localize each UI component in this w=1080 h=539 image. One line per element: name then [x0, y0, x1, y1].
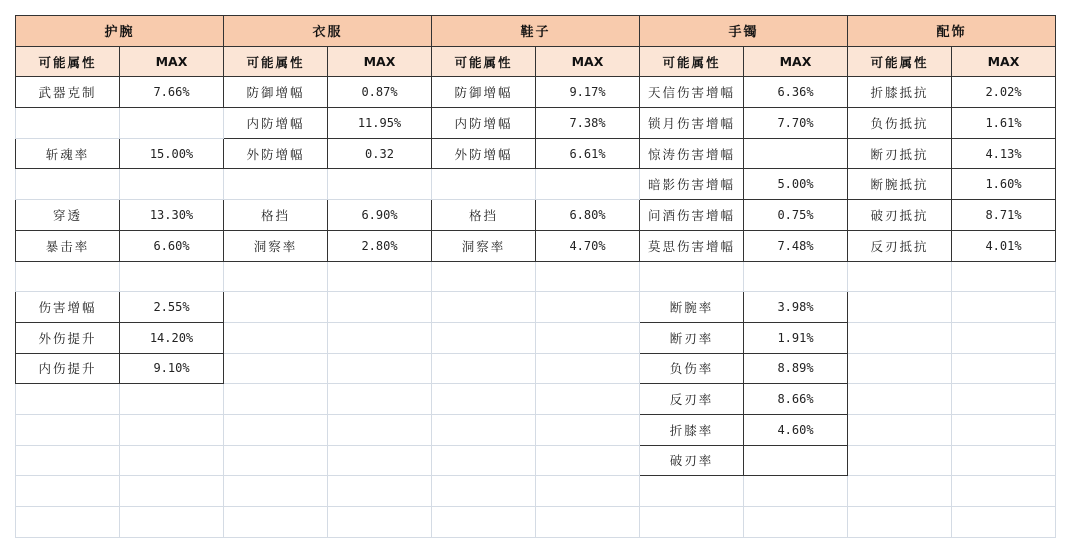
extra-bracelet-attr[interactable]: 破刃率 — [640, 445, 744, 476]
extra-bracelet-attr[interactable]: 负伤率 — [640, 353, 744, 384]
data-row — [16, 230, 1056, 261]
empty-cell[interactable] — [536, 445, 640, 476]
attr-cell[interactable]: 反刃抵抗 — [848, 230, 952, 261]
max-cell[interactable]: 11.95% — [328, 108, 432, 139]
subheader-attr-accessory[interactable]: 可能属性 — [848, 46, 952, 77]
header-clothes[interactable]: 衣服 — [224, 16, 432, 47]
empty-cell[interactable] — [328, 384, 432, 415]
attr-cell[interactable]: 断刃抵抗 — [848, 138, 952, 169]
empty-cell[interactable] — [952, 261, 1056, 292]
empty-cell[interactable] — [848, 292, 952, 323]
empty-cell[interactable] — [536, 322, 640, 353]
empty-cell[interactable] — [120, 476, 224, 507]
extra-left-attr[interactable]: 伤害增幅 — [16, 292, 120, 323]
extra-row — [16, 507, 1056, 538]
max-cell[interactable]: 7.70% — [744, 108, 848, 139]
max-cell[interactable]: 9.17% — [536, 77, 640, 108]
attr-cell[interactable]: 暗影伤害增幅 — [640, 169, 744, 200]
extra-bracelet-value[interactable]: 8.66% — [744, 384, 848, 415]
max-cell[interactable]: 6.80% — [536, 200, 640, 231]
empty-cell[interactable] — [224, 353, 328, 384]
empty-cell[interactable] — [640, 507, 744, 538]
empty-cell[interactable] — [120, 261, 224, 292]
extra-bracelet-attr[interactable]: 断腕率 — [640, 292, 744, 323]
empty-cell[interactable] — [848, 476, 952, 507]
empty-cell[interactable] — [536, 261, 640, 292]
max-cell[interactable]: 7.48% — [744, 230, 848, 261]
subheader-max-accessory[interactable]: MAX — [952, 46, 1056, 77]
empty-cell[interactable] — [952, 445, 1056, 476]
max-cell[interactable]: 15.00% — [120, 138, 224, 169]
empty-cell[interactable] — [16, 384, 120, 415]
max-cell[interactable]: 6.60% — [120, 230, 224, 261]
empty-cell[interactable] — [16, 476, 120, 507]
empty-cell[interactable] — [328, 292, 432, 323]
max-cell[interactable]: 0.32 — [328, 138, 432, 169]
max-cell[interactable]: 6.36% — [744, 77, 848, 108]
subheader-attr-shoes[interactable]: 可能属性 — [432, 46, 536, 77]
attr-cell[interactable]: 外防增幅 — [224, 138, 328, 169]
extra-row — [16, 445, 1056, 476]
data-row — [16, 138, 1056, 169]
attr-cell[interactable]: 折膝抵抗 — [848, 77, 952, 108]
max-cell[interactable] — [120, 169, 224, 200]
empty-cell[interactable] — [432, 476, 536, 507]
subheader-max-clothes[interactable]: MAX — [328, 46, 432, 77]
empty-cell[interactable] — [952, 476, 1056, 507]
extra-row — [16, 414, 1056, 445]
extra-bracelet-attr[interactable]: 断刃率 — [640, 322, 744, 353]
empty-cell[interactable] — [224, 292, 328, 323]
max-cell[interactable]: 4.70% — [536, 230, 640, 261]
empty-cell[interactable] — [16, 261, 120, 292]
empty-cell[interactable] — [848, 353, 952, 384]
empty-cell[interactable] — [432, 292, 536, 323]
extra-bracelet-attr[interactable]: 反刃率 — [640, 384, 744, 415]
max-cell[interactable]: 6.90% — [328, 200, 432, 231]
extra-row — [16, 476, 1056, 507]
attr-cell[interactable]: 天信伤害增幅 — [640, 77, 744, 108]
empty-cell[interactable] — [432, 507, 536, 538]
empty-cell[interactable] — [640, 476, 744, 507]
max-cell[interactable]: 2.80% — [328, 230, 432, 261]
empty-cell[interactable] — [432, 322, 536, 353]
extra-left-attr[interactable]: 内伤提升 — [16, 353, 120, 384]
attr-cell[interactable]: 破刃抵抗 — [848, 200, 952, 231]
extra-row — [16, 353, 1056, 384]
empty-cell[interactable] — [536, 507, 640, 538]
header-shoes[interactable]: 鞋子 — [432, 16, 640, 47]
extra-left-value[interactable]: 14.20% — [120, 322, 224, 353]
attr-cell[interactable]: 问酒伤害增幅 — [640, 200, 744, 231]
attr-cell[interactable]: 断腕抵抗 — [848, 169, 952, 200]
max-cell[interactable]: 8.71% — [952, 200, 1056, 231]
subheader-max-wrist[interactable]: MAX — [120, 46, 224, 77]
subheader-attr-clothes[interactable]: 可能属性 — [224, 46, 328, 77]
empty-cell[interactable] — [120, 384, 224, 415]
empty-cell[interactable] — [328, 445, 432, 476]
max-cell[interactable] — [120, 108, 224, 139]
attr-cell[interactable]: 防御增幅 — [432, 77, 536, 108]
extra-row — [16, 292, 1056, 323]
attr-cell[interactable]: 负伤抵抗 — [848, 108, 952, 139]
empty-cell[interactable] — [536, 414, 640, 445]
attr-cell[interactable]: 斩魂率 — [16, 138, 120, 169]
empty-cell[interactable] — [16, 445, 120, 476]
header-row — [16, 16, 1056, 47]
data-row — [16, 200, 1056, 231]
data-row — [16, 169, 1056, 200]
empty-cell[interactable] — [744, 507, 848, 538]
max-cell[interactable]: 6.61% — [536, 138, 640, 169]
attr-cell[interactable]: 内防增幅 — [224, 108, 328, 139]
empty-cell[interactable] — [848, 507, 952, 538]
empty-cell[interactable] — [328, 353, 432, 384]
attribute-table — [15, 15, 1056, 538]
empty-cell[interactable] — [848, 261, 952, 292]
empty-cell[interactable] — [328, 261, 432, 292]
max-cell[interactable]: 0.87% — [328, 77, 432, 108]
attr-cell[interactable]: 洞察率 — [432, 230, 536, 261]
attr-cell[interactable]: 莫思伤害增幅 — [640, 230, 744, 261]
attr-cell[interactable]: 武器克制 — [16, 77, 120, 108]
empty-cell[interactable] — [848, 384, 952, 415]
extra-left-value[interactable]: 9.10% — [120, 353, 224, 384]
empty-cell[interactable] — [952, 353, 1056, 384]
attr-cell[interactable]: 锁月伤害增幅 — [640, 108, 744, 139]
empty-cell[interactable] — [224, 445, 328, 476]
attr-cell[interactable]: 洞察率 — [224, 230, 328, 261]
header-wrist[interactable]: 护腕 — [16, 16, 224, 47]
empty-cell[interactable] — [224, 414, 328, 445]
empty-cell[interactable] — [952, 292, 1056, 323]
blank-row — [16, 261, 1056, 292]
subheader-row — [16, 46, 1056, 77]
extra-row — [16, 384, 1056, 415]
extra-bracelet-value[interactable]: 1.91% — [744, 322, 848, 353]
empty-cell[interactable] — [432, 353, 536, 384]
extra-bracelet-value[interactable] — [744, 445, 848, 476]
empty-cell[interactable] — [328, 476, 432, 507]
empty-cell[interactable] — [16, 414, 120, 445]
empty-cell[interactable] — [120, 507, 224, 538]
empty-cell[interactable] — [16, 507, 120, 538]
attr-cell[interactable] — [16, 108, 120, 139]
header-accessory[interactable]: 配饰 — [848, 16, 1056, 47]
subheader-attr-bracelet[interactable]: 可能属性 — [640, 46, 744, 77]
extra-left-attr[interactable]: 外伤提升 — [16, 322, 120, 353]
empty-cell[interactable] — [744, 261, 848, 292]
subheader-max-bracelet[interactable]: MAX — [744, 46, 848, 77]
empty-cell[interactable] — [536, 476, 640, 507]
extra-bracelet-value[interactable]: 3.98% — [744, 292, 848, 323]
empty-cell[interactable] — [120, 445, 224, 476]
empty-cell[interactable] — [224, 384, 328, 415]
empty-cell[interactable] — [952, 414, 1056, 445]
attr-cell[interactable] — [16, 169, 120, 200]
max-cell[interactable]: 7.66% — [120, 77, 224, 108]
max-cell[interactable] — [328, 169, 432, 200]
max-cell[interactable] — [536, 169, 640, 200]
empty-cell[interactable] — [952, 322, 1056, 353]
empty-cell[interactable] — [432, 384, 536, 415]
spreadsheet — [15, 15, 1056, 538]
empty-cell[interactable] — [536, 353, 640, 384]
max-cell[interactable]: 13.30% — [120, 200, 224, 231]
attr-cell[interactable] — [224, 169, 328, 200]
empty-cell[interactable] — [432, 445, 536, 476]
empty-cell[interactable] — [848, 414, 952, 445]
subheader-attr-wrist[interactable]: 可能属性 — [16, 46, 120, 77]
empty-cell[interactable] — [328, 322, 432, 353]
attr-cell[interactable]: 穿透 — [16, 200, 120, 231]
empty-cell[interactable] — [328, 414, 432, 445]
empty-cell[interactable] — [848, 445, 952, 476]
empty-cell[interactable] — [536, 384, 640, 415]
subheader-max-shoes[interactable]: MAX — [536, 46, 640, 77]
max-cell[interactable]: 0.75% — [744, 200, 848, 231]
extra-left-value[interactable]: 2.55% — [120, 292, 224, 323]
empty-cell[interactable] — [952, 507, 1056, 538]
empty-cell[interactable] — [224, 322, 328, 353]
max-cell[interactable]: 7.38% — [536, 108, 640, 139]
attr-cell[interactable]: 暴击率 — [16, 230, 120, 261]
empty-cell[interactable] — [328, 507, 432, 538]
empty-cell[interactable] — [224, 507, 328, 538]
header-bracelet[interactable]: 手镯 — [640, 16, 848, 47]
max-cell[interactable]: 5.00% — [744, 169, 848, 200]
attr-cell[interactable]: 惊涛伤害增幅 — [640, 138, 744, 169]
attr-cell[interactable]: 格挡 — [224, 200, 328, 231]
max-cell[interactable]: 4.13% — [952, 138, 1056, 169]
attr-cell[interactable]: 防御增幅 — [224, 77, 328, 108]
attr-cell[interactable]: 外防增幅 — [432, 138, 536, 169]
max-cell[interactable]: 4.01% — [952, 230, 1056, 261]
empty-cell[interactable] — [952, 384, 1056, 415]
max-cell[interactable]: 1.61% — [952, 108, 1056, 139]
empty-cell[interactable] — [224, 476, 328, 507]
attr-cell[interactable]: 内防增幅 — [432, 108, 536, 139]
extra-bracelet-value[interactable]: 8.89% — [744, 353, 848, 384]
data-row — [16, 77, 1056, 108]
attr-cell[interactable] — [432, 169, 536, 200]
data-row — [16, 108, 1056, 139]
extra-bracelet-attr[interactable]: 折膝率 — [640, 414, 744, 445]
extra-row — [16, 322, 1056, 353]
empty-cell[interactable] — [848, 322, 952, 353]
empty-cell[interactable] — [744, 476, 848, 507]
max-cell[interactable] — [744, 138, 848, 169]
empty-cell[interactable] — [432, 261, 536, 292]
extra-bracelet-value[interactable]: 4.60% — [744, 414, 848, 445]
empty-cell[interactable] — [536, 292, 640, 323]
max-cell[interactable]: 1.60% — [952, 169, 1056, 200]
empty-cell[interactable] — [120, 414, 224, 445]
max-cell[interactable]: 2.02% — [952, 77, 1056, 108]
empty-cell[interactable] — [432, 414, 536, 445]
empty-cell[interactable] — [640, 261, 744, 292]
attr-cell[interactable]: 格挡 — [432, 200, 536, 231]
empty-cell[interactable] — [224, 261, 328, 292]
